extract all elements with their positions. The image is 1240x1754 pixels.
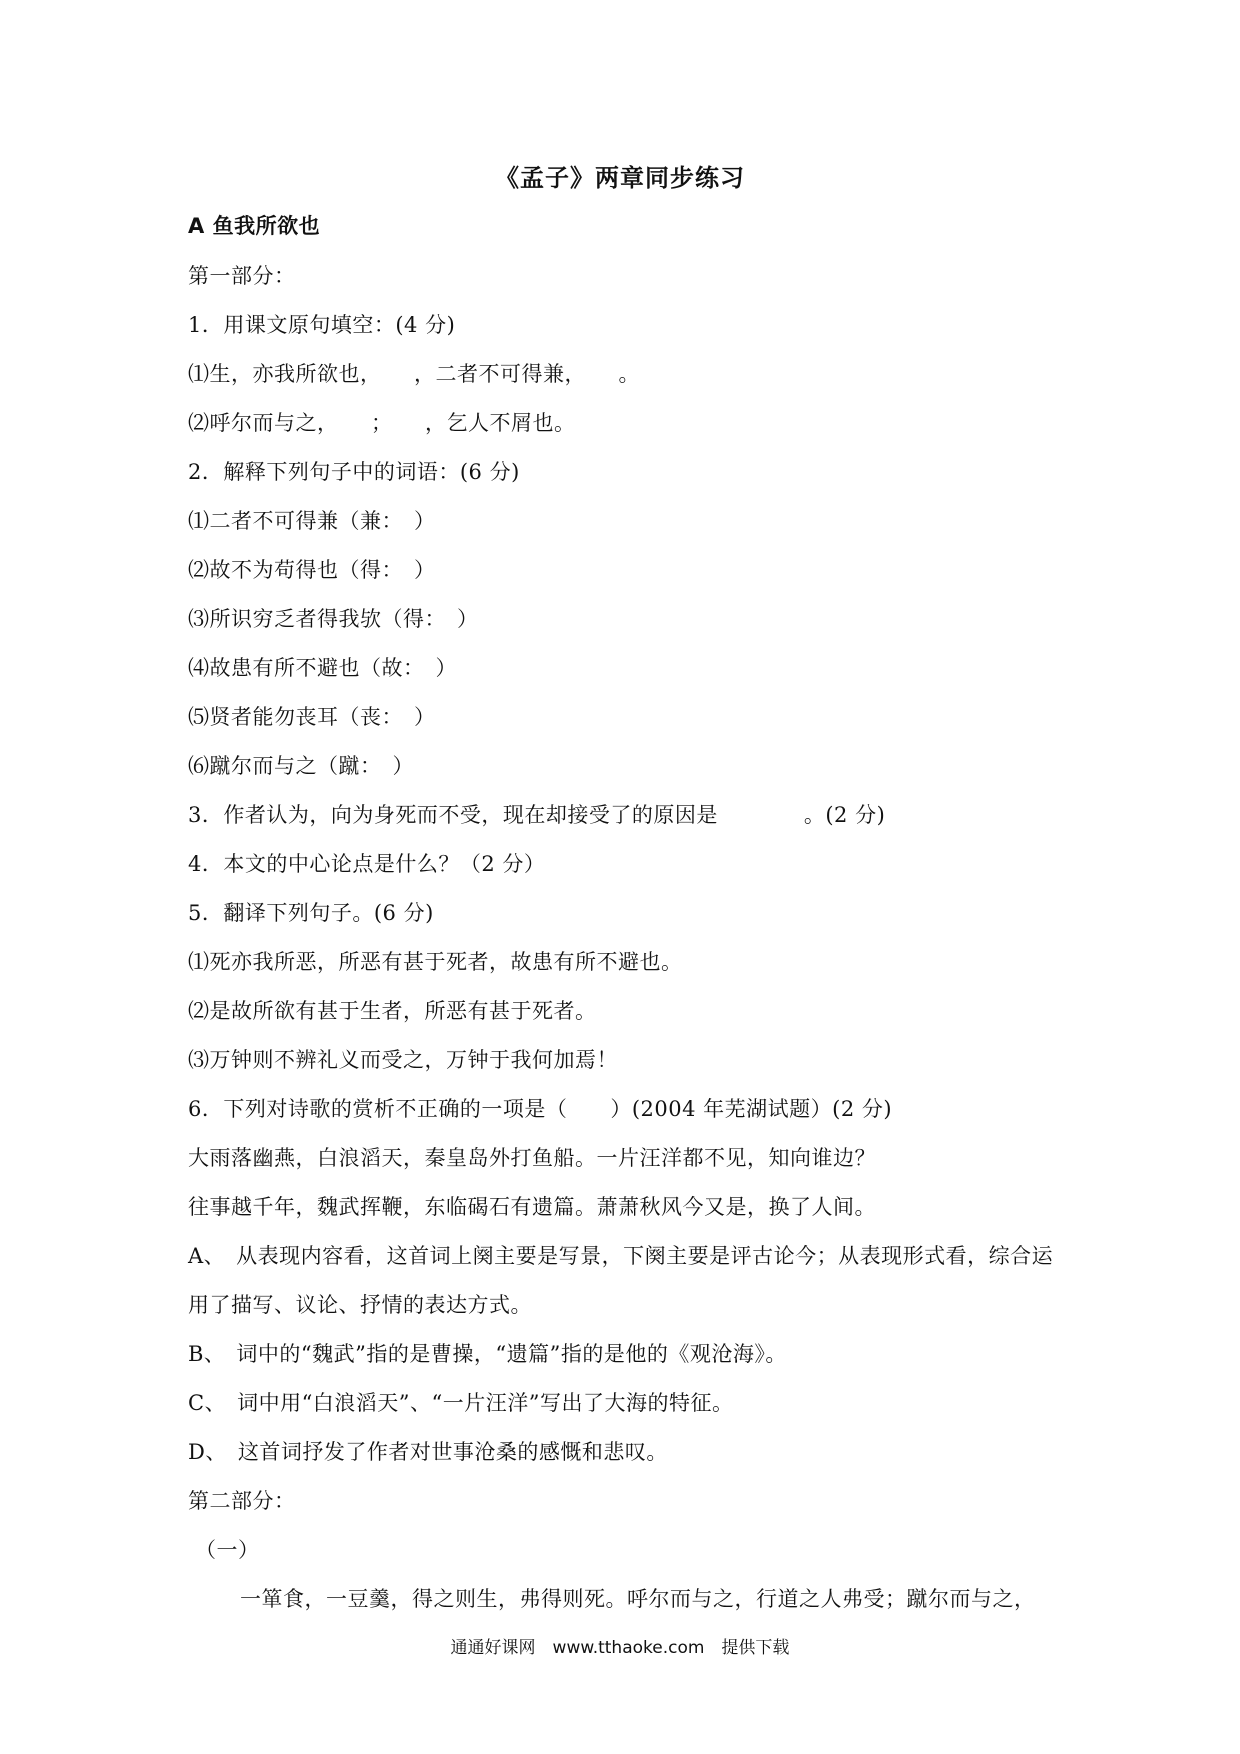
q2-item-6: ⑹蹴尔而与之（蹴： ） [188,754,414,778]
q6-option-d: D、 这首词抒发了作者对世事沧桑的感慨和悲叹。 [188,1440,668,1464]
q2-item-4: ⑷故患有所不避也（故： ） [188,656,457,680]
part2-label: 第二部分： [188,1489,296,1513]
q1-item-1: ⑴生，亦我所欲也， ，二者不可得兼， 。 [188,362,640,386]
subsection-1-label: （一） [195,1538,260,1562]
q5-item-2: ⑵是故所欲有甚于生者，所恶有甚于死者。 [188,999,597,1023]
passage-first-line: 一箪食，一豆羹，得之则生，弗得则死。呼尔而与之，行道之人弗受；蹴尔而与之， [240,1587,1036,1611]
q2-item-1: ⑴二者不可得兼（兼： ） [188,509,436,533]
q1-stem: 1．用课文原句填空：(4 分) [188,313,456,337]
q3-text: 3．作者认为，向为身死而不受，现在却接受了的原因是 。(2 分) [188,803,886,827]
q1-item-2: ⑵呼尔而与之， ； ，乞人不屑也。 [188,411,576,435]
q6-option-a: A、 从表现内容看，这首词上阕主要是写景，下阕主要是评古论今；从表现形式看，综合运 [188,1244,1054,1268]
q5-item-1: ⑴死亦我所恶，所恶有甚于死者，故患有所不避也。 [188,950,683,974]
q2-item-2: ⑵故不为苟得也（得： ） [188,558,436,582]
q6-option-b: B、 词中的“魏武”指的是曹操，“遗篇”指的是他的《观沧海》。 [188,1342,787,1366]
q6-stem: 6．下列对诗歌的赏析不正确的一项是（ ）(2004 年芜湖试题）(2 分) [188,1097,893,1121]
q6-poem-line-1: 大雨落幽燕，白浪滔天，秦皇岛外打鱼船。一片汪洋都不见，知向谁边？ [188,1146,876,1170]
q5-item-3: ⑶万钟则不辨礼义而受之，万钟于我何加焉！ [188,1048,618,1072]
section-a-heading: A 鱼我所欲也 [188,214,321,238]
q4-text: 4．本文的中心论点是什么？（2 分） [188,852,546,876]
q2-item-5: ⑸贤者能勿丧耳（丧： ） [188,705,436,729]
q2-stem: 2．解释下列句子中的词语：(6 分) [188,460,520,484]
q6-option-c: C、 词中用“白浪滔天”、“一片汪洋”写出了大海的特征。 [188,1391,734,1415]
q6-poem-line-2: 往事越千年，魏武挥鞭，东临碣石有遗篇。萧萧秋风今又是，换了人间。 [188,1195,876,1219]
q2-item-3: ⑶所识穷乏者得我欤（得： ） [188,607,479,631]
part1-label: 第一部分： [188,264,296,288]
page-title: 《孟子》两章同步练习 [495,164,745,192]
page-footer: 通通好课网 www.tthaoke.com 提供下载 [450,1638,790,1658]
q6-option-a-cont: 用了描写、议论、抒情的表达方式。 [188,1293,532,1317]
q5-stem: 5．翻译下列句子。(6 分) [188,901,434,925]
